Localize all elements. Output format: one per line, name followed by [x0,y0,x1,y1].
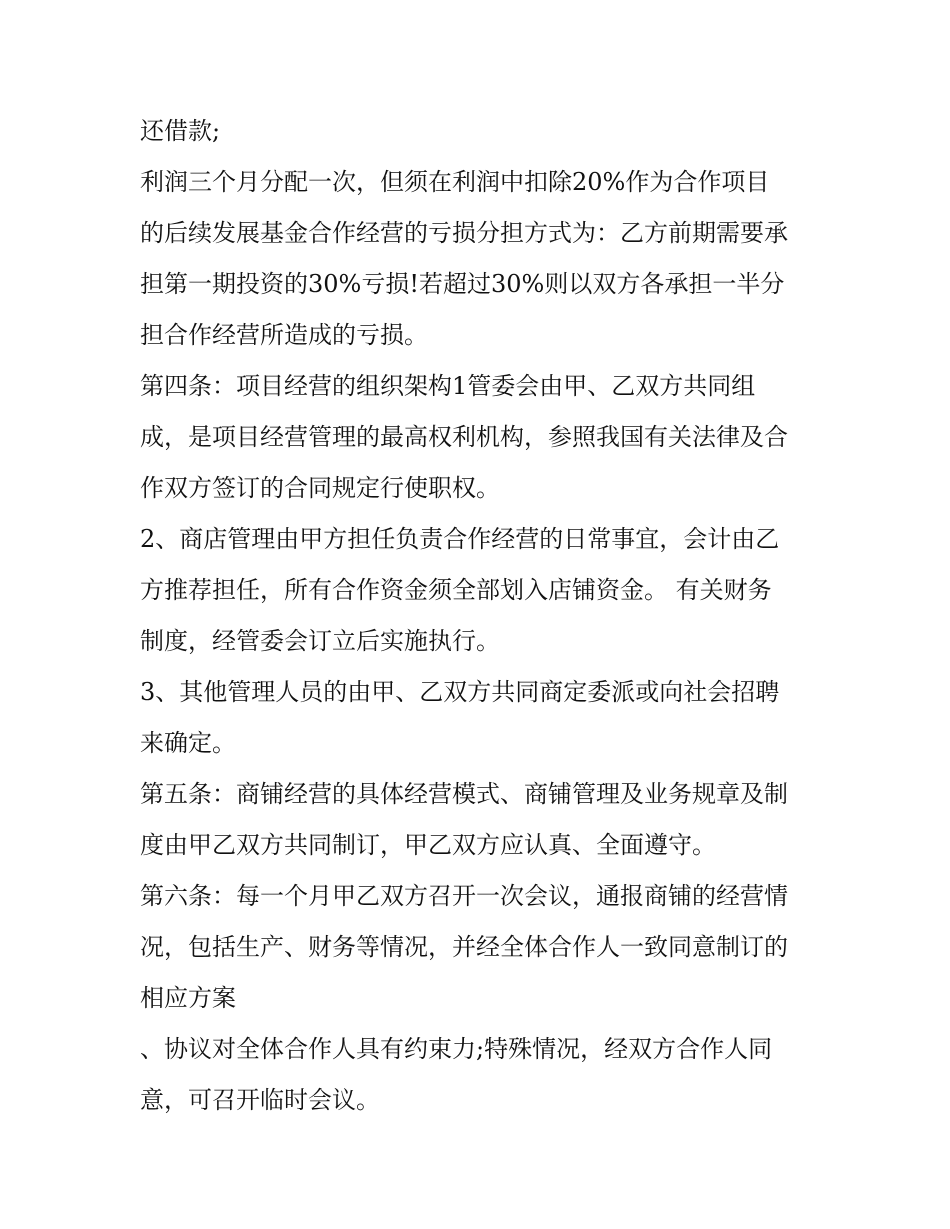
text-line: 意，可召开临时会议。 [140,1086,380,1114]
text-line: 作双方签订的合同规定行使职权。 [140,474,500,502]
text-line: 况，包括生产、财务等情况，并经全体合作人一致同意制订的 [140,933,788,961]
text-line: 利润三个月分配一次，但须在利润中扣除20%作为合作项目 [140,168,770,196]
text-line: 第五条：商铺经营的具体经营模式、商铺管理及业务规章及制 [140,780,788,808]
text-line: 度由甲乙双方共同制订，甲乙双方应认真、全面遵守。 [140,831,716,859]
document-body [140,106,820,1126]
text-line: 、协议对全体合作人具有约束力;特殊情况，经双方合作人同 [140,1035,773,1063]
text-line: 制度，经管委会订立后实施执行。 [140,627,500,655]
text-line: 相应方案 [140,984,236,1012]
text-line: 担第一期投资的30%亏损!若超过30%则以双方各承担一半分 [140,270,785,298]
text-line: 成，是项目经营管理的最高权利机构，参照我国有关法律及合 [140,423,788,451]
text-line: 第六条：每一个月甲乙双方召开一次会议，通报商铺的经营情 [140,882,788,910]
text-line: 来确定。 [140,729,236,757]
text-line: 方推荐担任，所有合作资金须全部划入店铺资金。 有关财务 [140,576,772,604]
text-line: 担合作经营所造成的亏损。 [140,321,428,349]
text-line: 2、商店管理由甲方担任负责合作经营的日常事宜，会计由乙 [140,525,780,553]
text-line: 的后续发展基金合作经营的亏损分担方式为：乙方前期需要承 [140,219,788,247]
text-line: 第四条：项目经营的组织架构1管委会由甲、乙双方共同组 [140,372,756,400]
text-line: 3、其他管理人员的由甲、乙双方共同商定委派或向社会招聘 [140,678,780,706]
text-line: 还借款; [140,117,221,145]
